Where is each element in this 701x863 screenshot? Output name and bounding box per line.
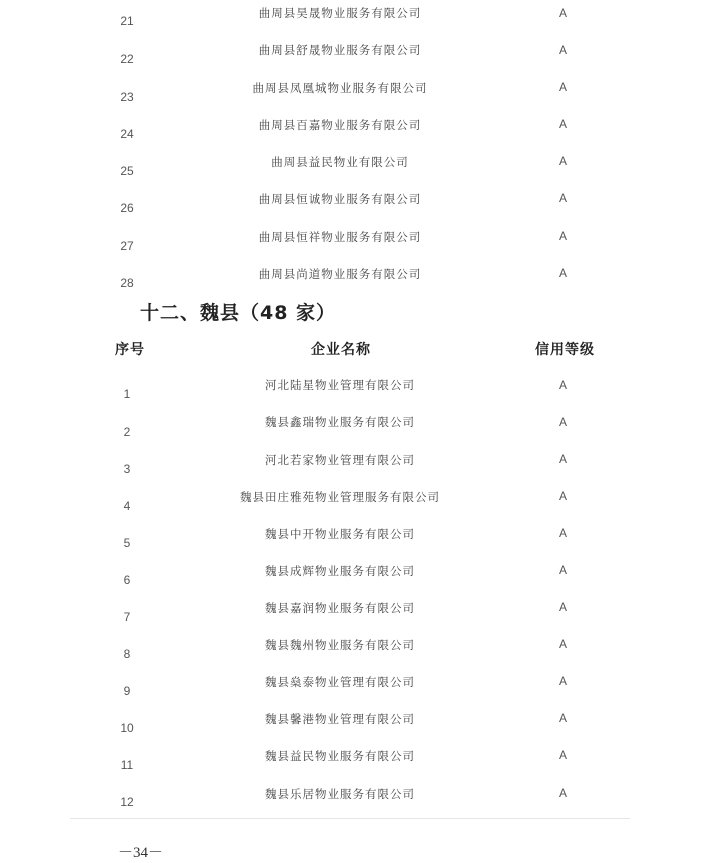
table-row [0,148,701,185]
credit-grade: A [558,415,567,429]
table-row [0,259,701,296]
company-name: 曲周县舒晟物业服务有限公司 [258,43,422,57]
table-row [0,555,701,592]
credit-grade: A [558,489,567,503]
credit-grade: A [558,6,567,20]
row-number: 6 [123,573,131,587]
row-number: 23 [120,90,134,104]
company-name: 河北陆星物业管理有限公司 [265,378,415,392]
table-row [0,185,701,222]
page-number: －34－ [118,845,164,861]
table-row [0,703,701,740]
table-row [0,518,701,555]
company-name: 魏县益民物业服务有限公司 [265,749,415,763]
row-number: 7 [123,610,131,624]
credit-grade: A [558,786,567,800]
company-name: 魏县馨港物业管理有限公司 [265,712,415,726]
header-credit-grade: 信用等级 [535,342,595,358]
company-name: 曲周县百嘉物业服务有限公司 [258,118,422,132]
row-number: 3 [123,462,131,476]
row-number: 1 [123,387,131,401]
section-title: 十二、魏县（48 家） [140,302,337,324]
row-number: 11 [120,758,134,772]
company-name: 曲周县凤凰城物业服务有限公司 [252,81,428,95]
company-name: 魏县乐居物业服务有限公司 [265,787,415,801]
credit-grade: A [558,563,567,577]
row-number: 2 [123,425,131,439]
credit-grade: A [558,674,567,688]
table-row [0,629,701,666]
credit-grade: A [558,80,567,94]
row-number: 22 [120,52,134,66]
company-name: 曲周县恒诚物业服务有限公司 [258,192,422,206]
credit-grade: A [558,266,567,280]
row-number: 10 [120,721,134,735]
row-number: 21 [120,14,134,28]
company-name: 魏县鑫瑞物业服务有限公司 [265,415,415,429]
header-company-name: 企业名称 [311,342,371,358]
row-number: 4 [123,499,131,513]
table-row [0,37,701,74]
credit-grade: A [558,229,567,243]
credit-grade: A [558,154,567,168]
row-number: 8 [123,647,131,661]
table-row [0,777,701,814]
row-number: 26 [120,201,134,215]
row-number: 28 [120,276,134,290]
company-name: 魏县魏州物业服务有限公司 [265,638,415,652]
credit-grade: A [558,711,567,725]
table-row [0,444,701,481]
company-name: 魏县中开物业服务有限公司 [265,527,415,541]
table-row [0,222,701,259]
row-number: 9 [123,684,131,698]
credit-grade: A [558,43,567,57]
row-number: 27 [120,239,134,253]
credit-grade: A [558,191,567,205]
table-row [0,0,701,37]
table-row [0,407,701,444]
table-row [0,666,701,703]
table-row [0,592,701,629]
credit-grade: A [558,637,567,651]
company-name: 曲周县尚道物业服务有限公司 [258,267,422,281]
credit-grade: A [558,452,567,466]
company-name: 魏县成辉物业服务有限公司 [265,564,415,578]
table-row [0,74,701,111]
table-row [0,370,701,407]
table-row [0,111,701,148]
table-row [0,481,701,518]
table-row [0,740,701,777]
table-bottom-divider [70,818,630,819]
credit-grade: A [558,600,567,614]
company-name: 魏县嘉润物业服务有限公司 [265,601,415,615]
company-name: 曲周县昊晟物业服务有限公司 [258,6,422,20]
header-number: 序号 [115,342,145,358]
row-number: 12 [120,795,134,809]
credit-grade: A [558,378,567,392]
row-number: 24 [120,127,134,141]
row-number: 5 [123,536,131,550]
credit-grade: A [558,117,567,131]
company-name: 河北若家物业管理有限公司 [265,453,415,467]
credit-grade: A [558,748,567,762]
company-name: 魏县燊泰物业管理有限公司 [265,675,415,689]
company-name: 曲周县益民物业有限公司 [271,155,409,169]
row-number: 25 [120,164,134,178]
credit-grade: A [558,526,567,540]
company-name: 魏县田庄雅苑物业管理服务有限公司 [240,490,440,504]
company-name: 曲周县恒祥物业服务有限公司 [258,230,422,244]
